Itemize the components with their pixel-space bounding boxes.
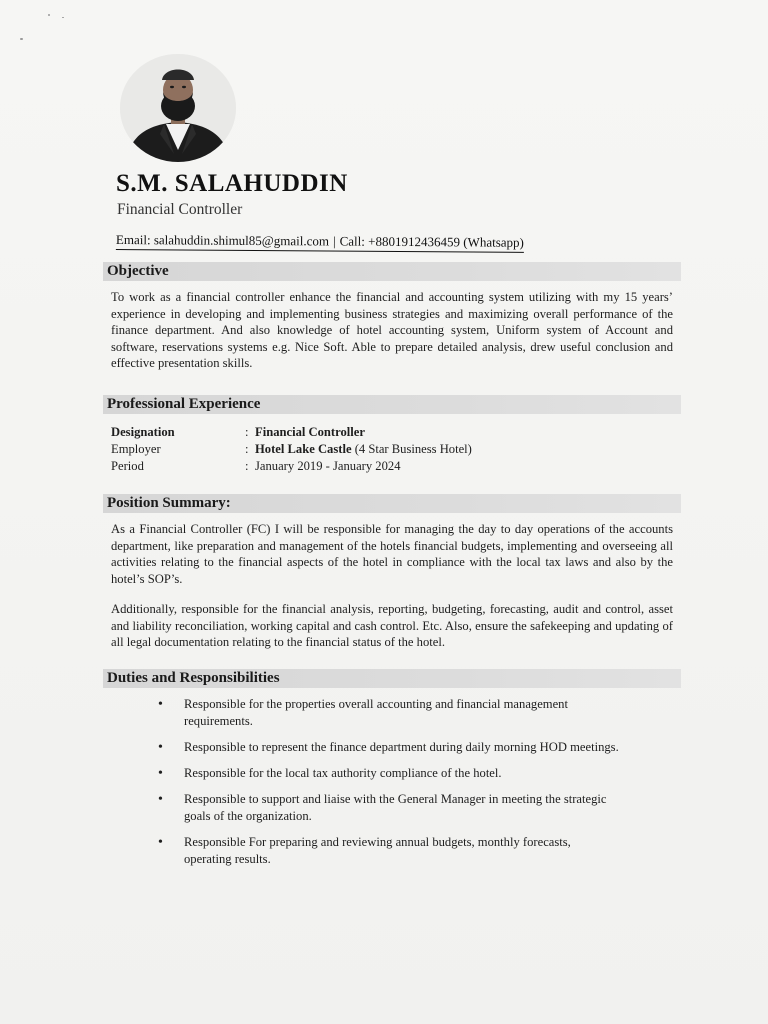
scan-speck — [48, 14, 50, 16]
duty-text: Responsible for the properties overall accounting and financial management requirements. — [184, 697, 568, 728]
section-title: Professional Experience — [107, 396, 261, 412]
employer-name: Hotel Lake Castle — [255, 442, 352, 456]
profile-photo — [120, 54, 236, 162]
contact-line — [116, 232, 524, 253]
section-header-experience — [103, 395, 681, 414]
designation-value: Financial Controller — [255, 425, 365, 439]
bullet: • — [158, 697, 163, 712]
section-header-duties — [103, 669, 681, 688]
employer-label: Employer — [111, 442, 161, 456]
duty-text: Responsible to support and liaise with the General Manager in meeting the strategic goals of the organization. — [184, 792, 607, 823]
period-label: Period — [111, 459, 144, 473]
duty-text: Responsible For preparing and reviewing annual budgets, monthly forecasts, operating results. — [184, 835, 571, 866]
bullet: • — [158, 740, 163, 755]
candidate-title: Financial Controller — [117, 201, 243, 218]
candidate-name: S.M. SALAHUDDIN — [116, 170, 348, 197]
bullet: • — [158, 835, 163, 850]
colon: : — [245, 442, 249, 456]
email-link[interactable]: Email: salahuddin.shimul85@gmail.com — [115, 232, 330, 249]
duty-text: Responsible to represent the finance department during daily morning HOD meetings. — [184, 740, 619, 754]
position-summary-paragraph-2: Additionally, responsible for the financial analysis, reporting, budgeting, forecasting, audit and control, asset and liability reconciliation, working capital and cash control. Etc. Also, ensure the safekeeping and updating of all legal documentation relating to the financial status of the hotel. — [111, 602, 673, 649]
duties-list — [150, 696, 620, 877]
list-item — [150, 696, 620, 730]
contact-separator: | — [332, 233, 336, 249]
list-item — [150, 791, 620, 825]
employer-detail: (4 Star Business Hotel) — [351, 442, 472, 456]
position-summary-paragraph-1: As a Financial Controller (FC) I will be responsible for managing the day to day operations of the accounts department, like preparation and management of the hotels financial budgets, implementing and overseeing all activities relating to the financial aspects of the hotel in compliance with the local tax laws and also by the hotel’s SOP’s. — [111, 522, 673, 586]
bullet: • — [158, 766, 163, 781]
designation-label: Designation — [111, 425, 175, 439]
list-item — [150, 739, 620, 756]
scan-speck — [20, 38, 23, 40]
scan-speck — [62, 17, 64, 18]
section-title: Duties and Responsibilities — [107, 670, 280, 686]
period-row — [111, 458, 401, 475]
employer-row — [111, 441, 472, 458]
phone-number[interactable]: Call: +8801912436459 (Whatsapp) — [339, 233, 524, 250]
section-title: Objective — [107, 263, 169, 279]
list-item — [150, 765, 620, 782]
bullet: • — [158, 792, 163, 807]
colon: : — [245, 459, 249, 473]
period-value: January 2019 - January 2024 — [255, 459, 401, 473]
designation-row — [111, 424, 365, 441]
colon: : — [245, 425, 249, 439]
objective-text: To work as a financial controller enhance the financial and accounting system utilizing with my 15 years’ experience in developing and implementing business strategies and maximizing overall performance of the finance department. And also knowledge of hotel accounting system, Uniform system of Account and software, reservations systems e.g. Nice Soft. Able to prepare detailed analysis, drew useful conclusion and effective presentation skills. — [111, 290, 673, 370]
section-title: Position Summary: — [107, 495, 231, 511]
list-item — [150, 834, 620, 868]
person-portrait-icon — [120, 54, 236, 162]
duty-text: Responsible for the local tax authority compliance of the hotel. — [184, 766, 502, 780]
section-header-objective — [103, 262, 681, 281]
section-header-position-summary — [103, 494, 681, 513]
